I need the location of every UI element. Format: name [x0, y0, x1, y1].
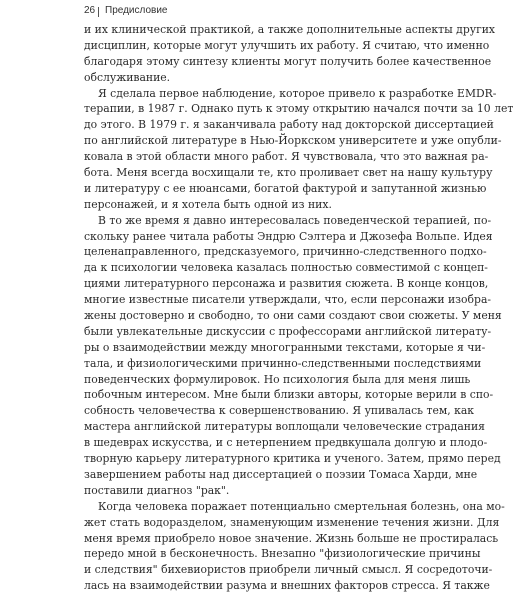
text-line: и их клинической практикой, а также дополнительные аспекты других [84, 23, 496, 36]
text-line: терапии, в 1987 г. Однако путь к этому открытию начался почти за 10 лет [84, 102, 513, 116]
running-head: Предисловие [105, 5, 168, 16]
text-line: жены достоверно и свободно, то они сами создают свои сюжеты. У меня [84, 309, 502, 323]
text-line: тала, и физиологическими причинно-следственными последствиями [84, 356, 482, 370]
text-line: обслуживание. [84, 70, 171, 84]
text-line: поставили диагноз "рак". [84, 483, 230, 497]
text-line: в шедеврах искусства, и с нетерпением предвкушала долгую и плодо- [84, 436, 488, 450]
body-text [84, 22, 513, 594]
text-line: Я сделала первое наблюдение, которое привело к разработке EMDR- [98, 86, 497, 100]
text-line: и литературу с ее нюансами, богатой фактурой и запутанной жизнью [84, 181, 487, 195]
text-line: меня время приобрело новое значение. Жизнь больше не простиралась [84, 531, 499, 545]
text-line: по английской литературе в Нью-Йоркском университете и уже опубли- [84, 134, 502, 148]
text-line: поведенческих формулировок. Но психология была для меня лишь [84, 372, 471, 386]
text-line: и следствия" бихевиористов приобрели личный смысл. Я сосредоточи- [84, 563, 493, 577]
text-line: до этого. В 1979 г. я заканчивала работу над докторской диссертацией [84, 118, 494, 132]
text-line: передо мной в бесконечность. Внезапно "физиологические причины [84, 547, 481, 561]
text-line: ковала в этой области много работ. Я чувствовала, что это важная ра- [84, 150, 489, 164]
text-line: персонажей, и я хотела быть одной из них. [84, 197, 332, 211]
page-number: 26 [84, 5, 96, 16]
text-line: ры о взаимодействии между многогранными текстами, которые я чи- [84, 340, 486, 354]
text-line: да к психологии человека казалась полностью совместимой с концеп- [84, 261, 488, 275]
text-line: благодаря этому синтезу клиенты могут получить более качественное [84, 54, 492, 68]
text-line: лась на взаимодействии разума и внешних факторов стресса. Я также [84, 579, 490, 593]
text-line: В то же время я давно интересовалась поведенческой терапией, по- [98, 213, 492, 227]
page-header [84, 4, 417, 20]
text-line: мастера английской литературы воплощали человеческие страдания [84, 420, 485, 434]
text-line: целенаправленного, предсказуемого, причинно-следственного подхо- [84, 245, 487, 259]
header-divider [98, 7, 99, 17]
text-line: Когда человека поражает потенциально смертельная болезнь, она мо- [98, 499, 505, 513]
text-line: бота. Меня всегда восхищали те, кто проливает свет на нашу культуру [84, 166, 493, 180]
text-line: собность человечества к совершенствованию. Я упивалась тем, как [84, 404, 475, 418]
text-line: были увлекательные дискуссии с профессорами английской литерату- [84, 324, 492, 338]
text-line: циями литературного персонажа и развития сюжета. В конце концов, [84, 277, 489, 291]
text-line: завершением работы над диссертацией о поэзии Томаса Харди, мне [84, 467, 478, 481]
text-line: дисциплин, которые могут улучшить их работу. Я считаю, что именно [84, 38, 490, 52]
text-line: скольку ранее читала работы Эндрю Сэлтера и Джозефа Вольпе. Идея [84, 229, 493, 243]
text-line: творную карьеру литературного критика и ученого. Затем, прямо перед [84, 452, 501, 466]
text-line: многие известные писатели утверждали, что, если персонажи изобра- [84, 293, 492, 307]
text-line: жет стать водоразделом, знаменующим изменение течения жизни. Для [84, 515, 500, 529]
text-line: побочным интересом. Мне были близки авторы, которые верили в спо- [84, 388, 494, 402]
